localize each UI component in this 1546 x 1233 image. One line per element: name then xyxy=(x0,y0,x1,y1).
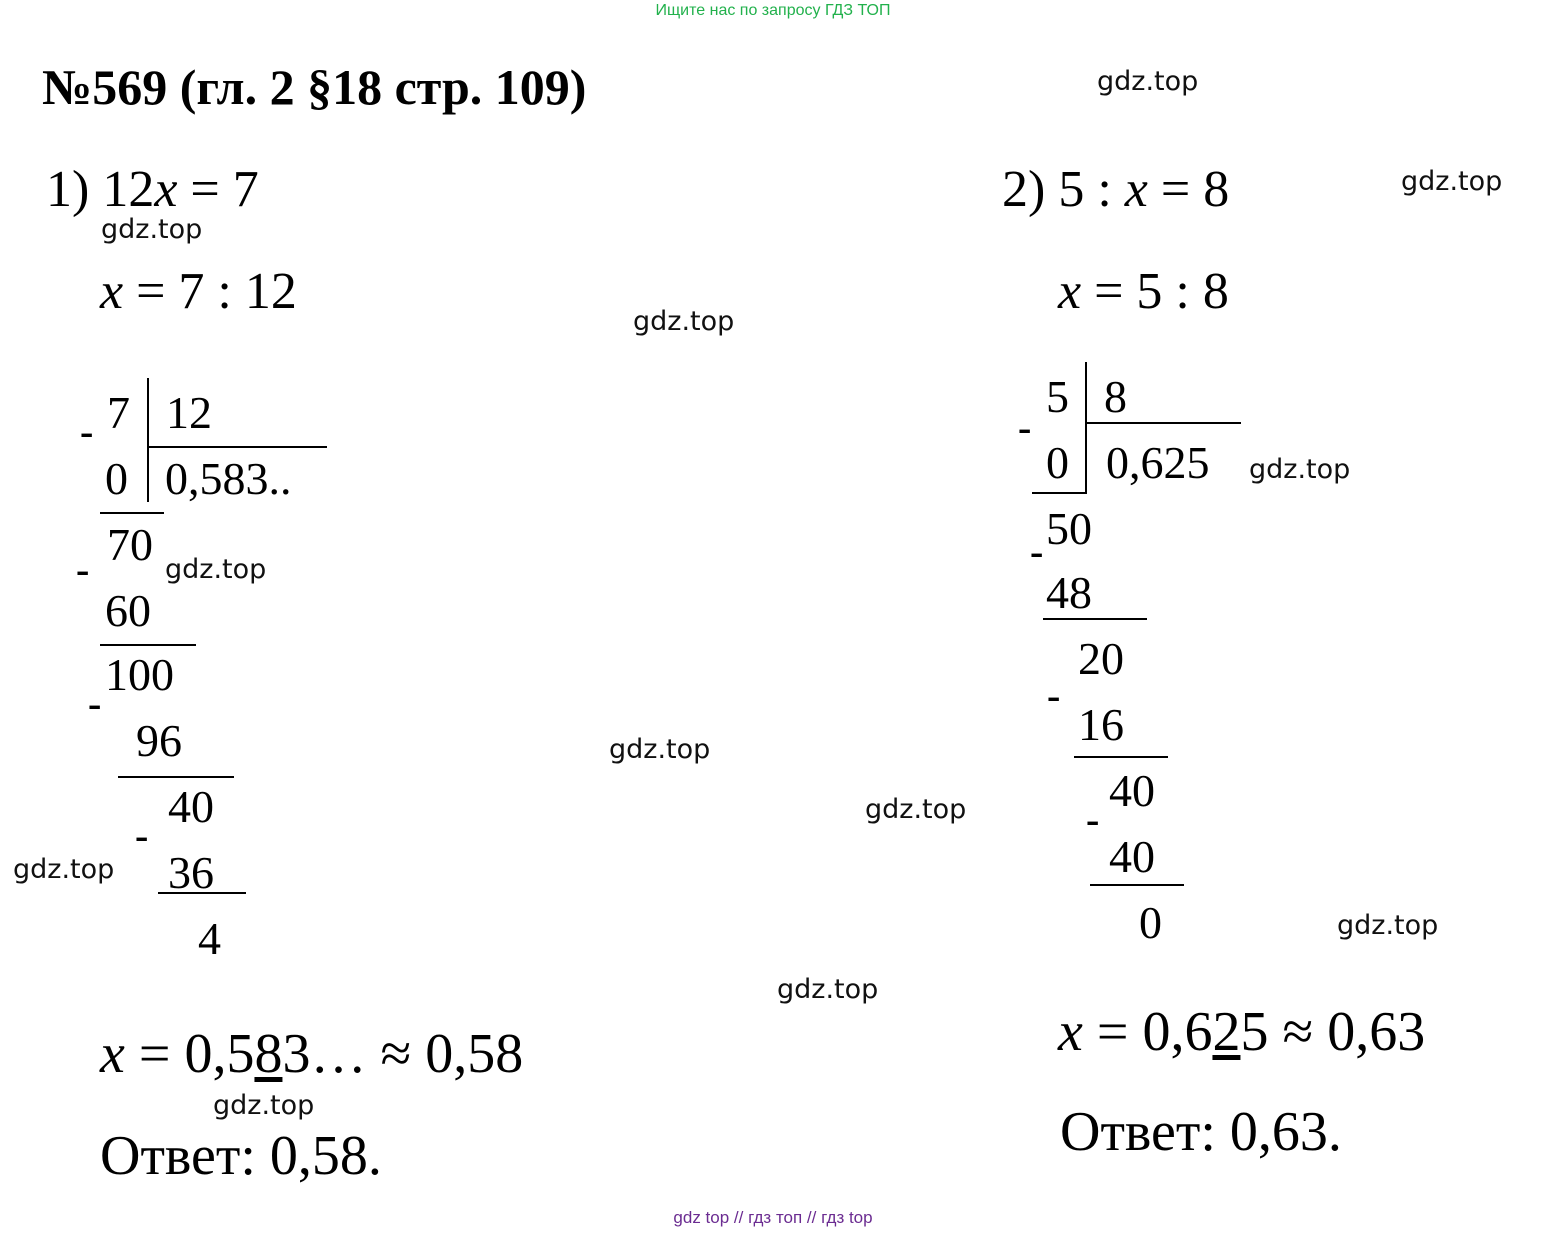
part1-step-value: 100 xyxy=(105,649,174,700)
watermark: gdz.top xyxy=(609,734,711,765)
minus-sign: - xyxy=(88,681,102,726)
watermark: gdz.top xyxy=(1401,166,1503,197)
part2-step-line xyxy=(1043,618,1147,620)
watermark: gdz.top xyxy=(865,794,967,825)
minus-sign: - xyxy=(80,409,94,454)
part1-step-var: x xyxy=(100,263,124,320)
part1-step-value: 40 xyxy=(168,781,214,832)
watermark: gdz.top xyxy=(165,554,267,585)
part2-eq-rest: = 8 xyxy=(1147,161,1230,218)
part2-var: x xyxy=(1124,161,1148,218)
part1-step-line xyxy=(100,644,196,646)
minus-sign: - xyxy=(1030,529,1044,574)
watermark: gdz.top xyxy=(777,974,879,1005)
part2-step-value: 20 xyxy=(1078,633,1124,684)
part1-divisor: 12 xyxy=(166,387,212,438)
part1-step-value: 60 xyxy=(105,585,151,636)
minus-sign: - xyxy=(1047,673,1061,718)
part2-step-value: 16 xyxy=(1078,699,1124,750)
part2-step-line xyxy=(1074,756,1168,758)
watermark: gdz.top xyxy=(633,306,735,337)
part2-result xyxy=(1058,1000,1425,1064)
part2-step-value: 40 xyxy=(1109,765,1155,816)
part2-step-line xyxy=(1032,492,1086,494)
part1-step-value: 4 xyxy=(198,913,221,964)
minus-sign: - xyxy=(1086,797,1100,842)
part2-step-value: 0 xyxy=(1139,897,1162,948)
part1-step-value: 36 xyxy=(168,847,214,898)
part2-equation xyxy=(1002,160,1229,219)
part2-result-var: x xyxy=(1058,1001,1083,1063)
part2-step-value: 0 xyxy=(1046,437,1069,488)
part1-result-var: x xyxy=(100,1023,125,1085)
part1-divisor-line xyxy=(147,446,327,448)
part1-step-line xyxy=(118,776,234,778)
part2-step-value: 50 xyxy=(1046,503,1092,554)
part1-dividend: 7 xyxy=(107,387,130,438)
part2-step xyxy=(1058,262,1229,321)
part2-dividend: 5 xyxy=(1046,371,1069,422)
page-title: №569 (гл. 2 §18 стр. 109) xyxy=(42,59,587,115)
part1-step-value: 0 xyxy=(105,453,128,504)
part2-divisor-line xyxy=(1085,422,1241,424)
part2-step-var: x xyxy=(1058,263,1082,320)
part1-step-rest: = 7 : 12 xyxy=(123,263,297,320)
watermark: gdz.top xyxy=(1337,910,1439,941)
part1-result xyxy=(100,1022,523,1086)
part1-equation xyxy=(46,160,259,219)
minus-sign: - xyxy=(1018,405,1032,450)
part1-result-underlined: 8 xyxy=(254,1023,283,1085)
minus-sign: - xyxy=(135,813,149,858)
part2-answer: Ответ: 0,63. xyxy=(1060,1101,1342,1163)
part1-quotient: 0,583.. xyxy=(165,453,292,504)
part1-var: x xyxy=(154,161,178,218)
part2-step-rest: = 5 : 8 xyxy=(1081,263,1229,320)
part1-step xyxy=(100,262,297,321)
watermark: gdz.top xyxy=(1097,66,1199,97)
part1-result-pre: = 0,5 xyxy=(124,1023,255,1085)
part2-step-line xyxy=(1090,884,1184,886)
watermark: gdz.top xyxy=(1249,454,1351,485)
part2-step-value: 40 xyxy=(1109,831,1155,882)
part2-division-bar xyxy=(1085,362,1087,494)
part1-coef: 12 xyxy=(102,161,155,218)
part1-answer: Ответ: 0,58. xyxy=(100,1125,382,1187)
minus-sign: - xyxy=(76,547,90,592)
part2-result-post: 5 ≈ 0,63 xyxy=(1240,1001,1426,1063)
top-banner: Ищите нас по запросу ГДЗ ТОП xyxy=(655,2,891,19)
part2-eq-pre: 5 : xyxy=(1058,161,1125,218)
part2-result-pre: = 0,6 xyxy=(1082,1001,1213,1063)
part1-step-line xyxy=(158,892,246,894)
part1-number: 1) xyxy=(46,161,90,218)
watermark: gdz.top xyxy=(101,214,203,245)
watermark: gdz.top xyxy=(213,1090,315,1121)
footer-links: gdz top // гдз топ // гдз top xyxy=(673,1208,873,1227)
part1-eq-rest: = 7 xyxy=(177,161,259,218)
part2-divisor: 8 xyxy=(1104,371,1127,422)
part1-division-bar xyxy=(147,378,149,502)
part1-result-post: 3… ≈ 0,58 xyxy=(282,1023,524,1085)
part1-step-value: 96 xyxy=(136,715,182,766)
part2-quotient: 0,625 xyxy=(1106,437,1210,488)
part1-step-line xyxy=(100,512,164,514)
watermark: gdz.top xyxy=(13,854,115,885)
part2-number: 2) xyxy=(1002,161,1046,218)
part2-result-underlined: 2 xyxy=(1212,1001,1241,1063)
part2-step-value: 48 xyxy=(1046,567,1092,618)
part1-step-value: 70 xyxy=(107,519,153,570)
